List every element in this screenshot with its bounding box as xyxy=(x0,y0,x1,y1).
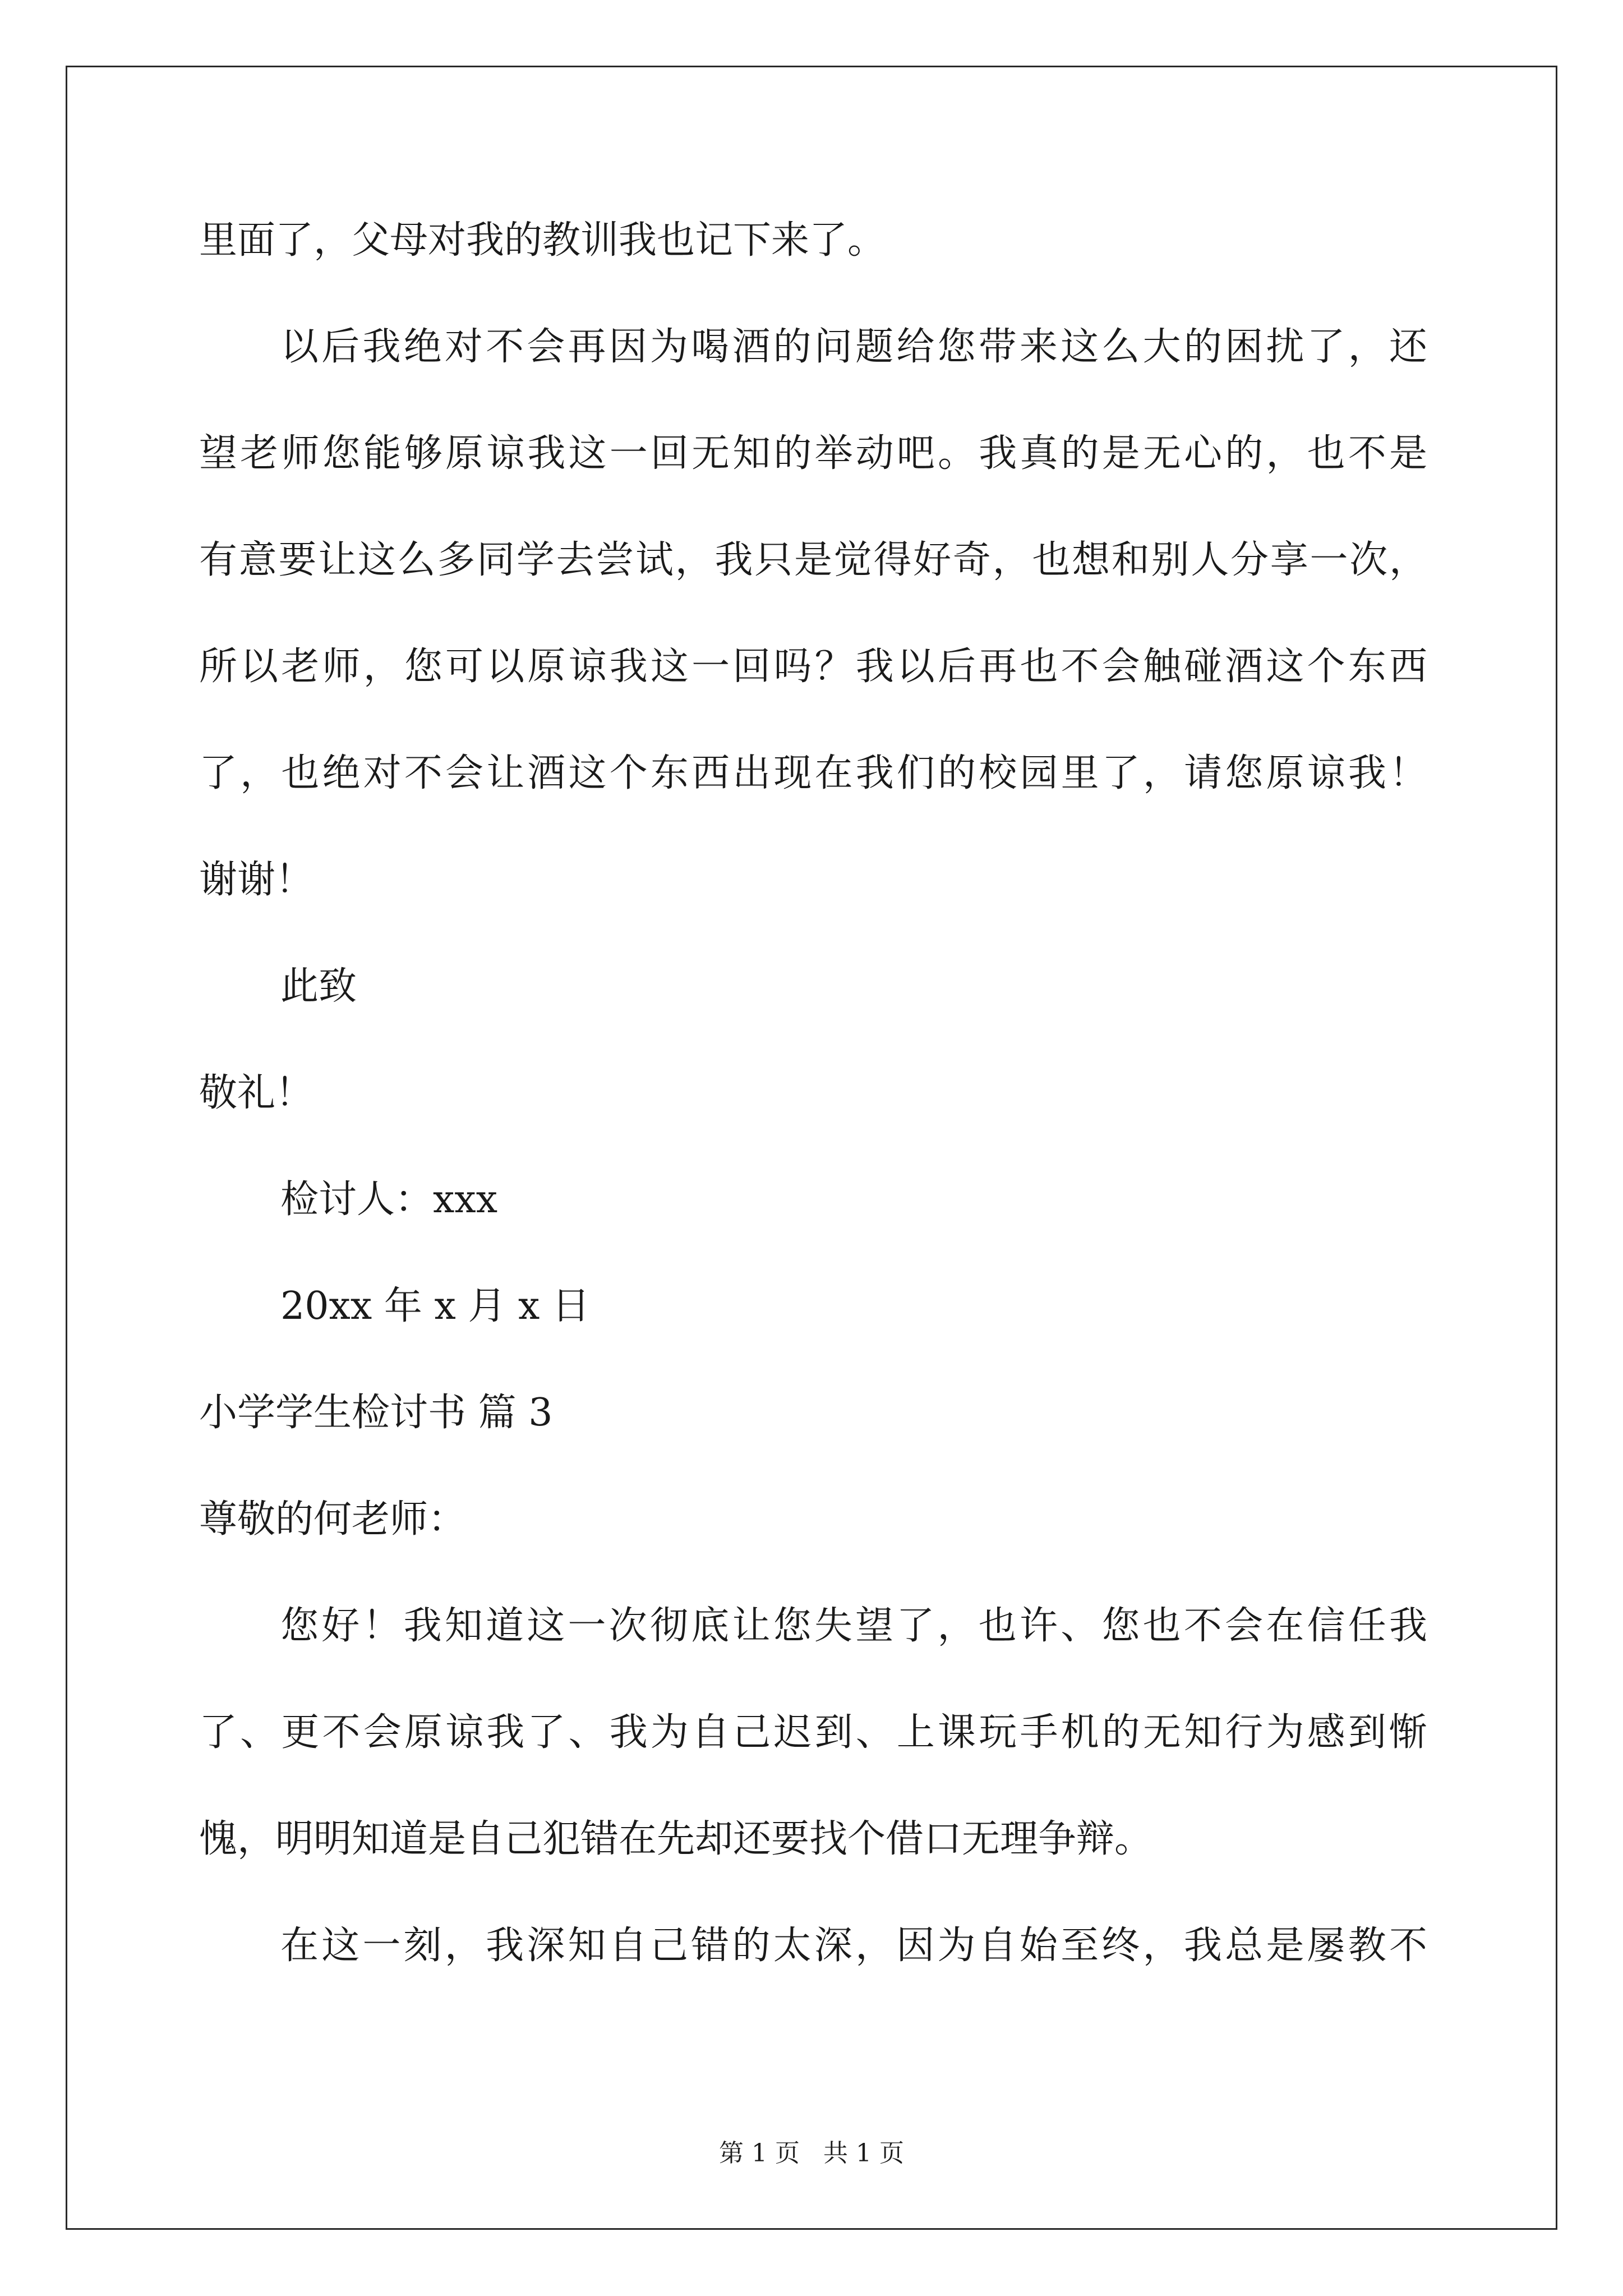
page-footer: 第 1 页 共 1 页 xyxy=(719,2139,904,2168)
greeting-line: 尊敬的何老师： xyxy=(199,1497,467,1542)
text-line-14: 您好！我知道这一次彻底让您失望了，也许、您也不会在信任我 xyxy=(280,1604,1427,1648)
text-line-3: 望老师您能够原谅我这一回无知的举动吧。我真的是无心的，也不是 xyxy=(199,431,1427,476)
page-border xyxy=(66,66,1557,2230)
section-title: 小学学生检讨书 篇 3 xyxy=(199,1391,553,1435)
text-line-6: 了，也绝对不会让酒这个东西出现在我们的校园里了，请您原谅我！ xyxy=(199,751,1427,795)
text-line-2: 以后我绝对不会再因为喝酒的问题给您带来这么大的困扰了，还 xyxy=(280,325,1427,369)
text-line-15: 了、更不会原谅我了、我为自己迟到、上课玩手机的无知行为感到惭 xyxy=(199,1710,1427,1755)
text-line-5: 所以老师，您可以原谅我这一回吗？我以后再也不会触碰酒这个东西 xyxy=(199,645,1427,689)
signature-line: 检讨人：xxx xyxy=(280,1177,498,1222)
closing-regards: 敬礼！ xyxy=(199,1071,314,1115)
text-line-4: 有意要让这么多同学去尝试，我只是觉得好奇，也想和别人分享一次， xyxy=(199,538,1427,582)
text-line-16: 愧，明明知道是自己犯错在先却还要找个借口无理争辩。 xyxy=(199,1817,1153,1861)
text-line-7: 谢谢！ xyxy=(199,858,314,902)
text-line-17: 在这一刻，我深知自己错的太深，因为自始至终，我总是屡教不 xyxy=(280,1924,1427,1968)
closing-salutation: 此致 xyxy=(280,964,357,1009)
text-line-1: 里面了，父母对我的教训我也记下来了。 xyxy=(199,218,886,263)
date-line: 20xx 年 x 月 x 日 xyxy=(280,1284,591,1328)
